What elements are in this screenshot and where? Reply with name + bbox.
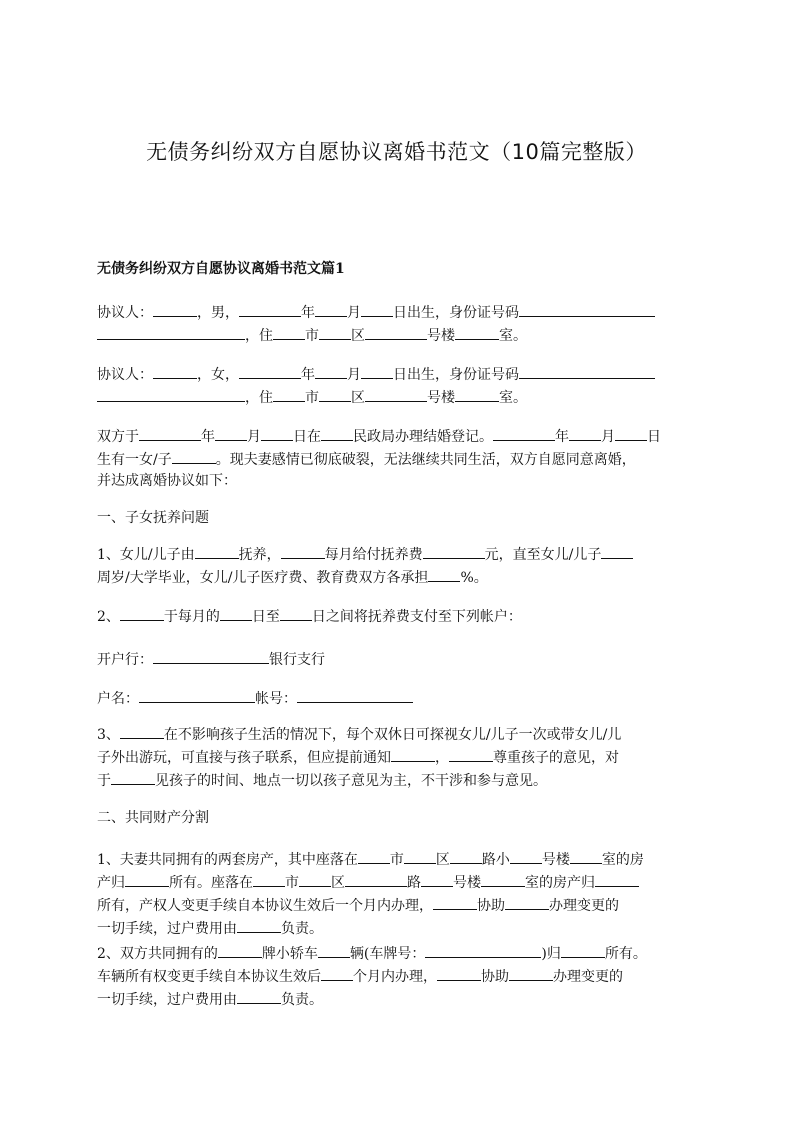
blank-field	[139, 425, 201, 441]
blank-field	[493, 425, 555, 441]
blank-field	[172, 448, 216, 464]
blank-field	[280, 605, 312, 621]
blank-field	[153, 648, 269, 664]
party-1-paragraph: 协议人： ，男， 年 月 日出生，身份证号码 ，住 市 区 号楼 室。	[97, 301, 707, 347]
blank-field	[261, 425, 293, 441]
blank-field	[404, 848, 436, 864]
blank-field	[239, 301, 301, 317]
blank-field	[510, 848, 542, 864]
blank-field	[455, 386, 499, 402]
blank-field	[569, 425, 601, 441]
blank-field	[220, 605, 252, 621]
blank-field	[455, 324, 499, 340]
blank-field	[299, 871, 331, 887]
blank-field	[297, 687, 413, 703]
blank-field	[319, 386, 351, 402]
visitation-paragraph: 3、 在不影响孩子生活的情况下，每个双休日可探视女儿/儿子一次或带女儿/儿 子外出游玩，可直接与孩子联系，但应提前通知 ， 尊重孩子的意见，对 于 见孩子的时间、地点一切以孩子意见为主，不干涉和参与意见。	[97, 723, 707, 792]
blank-field	[519, 301, 655, 317]
blank-field	[570, 848, 602, 864]
blank-field	[215, 425, 247, 441]
section-heading: 无债务纠纷双方自愿协议离婚书范文篇1	[97, 261, 345, 277]
blank-field	[315, 301, 347, 317]
section-1-heading: 一、子女抚养问题	[97, 510, 209, 526]
blank-field	[120, 605, 164, 621]
blank-field	[505, 894, 549, 910]
bank-paragraph: 开户行： 银行支行	[97, 648, 707, 671]
blank-field	[321, 425, 353, 441]
account-paragraph: 户名： 帐号：	[97, 687, 707, 710]
blank-field	[425, 942, 541, 958]
blank-field	[481, 871, 525, 887]
blank-field	[315, 363, 347, 379]
payment-paragraph: 2、 于每月的 日至 日之间将抚养费支付至下列帐户：	[97, 605, 707, 628]
blank-field	[321, 965, 353, 981]
blank-field	[345, 871, 407, 887]
blank-field	[601, 543, 633, 559]
blank-field	[120, 723, 164, 739]
blank-field	[153, 363, 197, 379]
blank-field	[97, 386, 245, 402]
blank-field	[125, 871, 169, 887]
blank-field	[361, 363, 393, 379]
blank-field	[195, 543, 239, 559]
blank-field	[450, 848, 482, 864]
blank-field	[365, 386, 427, 402]
blank-field	[218, 942, 262, 958]
blank-field	[318, 942, 350, 958]
blank-field	[615, 425, 647, 441]
blank-field	[273, 324, 305, 340]
document-title: 无债务纠纷双方自愿协议离婚书范文（10篇完整版）	[146, 140, 647, 164]
blank-field	[449, 746, 493, 762]
blank-field	[97, 324, 245, 340]
blank-field	[358, 848, 390, 864]
blank-field	[253, 871, 285, 887]
section-2-heading: 二、共同财产分割	[97, 810, 209, 826]
blank-field	[595, 871, 639, 887]
blank-field	[273, 386, 305, 402]
blank-field	[319, 324, 351, 340]
blank-field	[239, 363, 301, 379]
marriage-paragraph: 双方于 年 月 日在 民政局办理结婚登记。 年 月 日 生有一女/子 。现夫妻感情已彻底破裂，无法继续共同生活，双方自愿同意离婚， 并达成离婚协议如下：	[97, 425, 707, 492]
blank-field	[237, 917, 281, 933]
vehicle-paragraph: 2、双方共同拥有的 牌小轿车 辆(车牌号： )归 所有。 车辆所有权变更手续自本协议生效后 个月内办理， 协助 办理变更的 一切手续，过户费用由 负责。	[97, 942, 707, 1011]
blank-field	[509, 965, 553, 981]
blank-field	[139, 687, 255, 703]
property-paragraph: 1、夫妻共同拥有的两套房产，其中座落在 市 区 路小 号楼 室的房 产归 所有。座落在 市 区 路 号楼 室的房产归 所有，产权人变更手续自本协议生效后一个月内办理， 协助 办理变更的 一切手续，过户费用由 负责。	[97, 848, 707, 940]
custody-paragraph: 1、女儿/儿子由 抚养， 每月给付抚养费 元，直至女儿/儿子 周岁/大学毕业，女儿/儿子医疗费、教育费双方各承担 %。	[97, 543, 707, 589]
blank-field	[428, 566, 460, 582]
blank-field	[237, 988, 281, 1004]
blank-field	[153, 301, 197, 317]
blank-field	[423, 543, 485, 559]
blank-field	[421, 871, 453, 887]
party-2-paragraph: 协议人： ，女， 年 月 日出生，身份证号码 ，住 市 区 号楼 室。	[97, 363, 707, 409]
blank-field	[433, 894, 477, 910]
blank-field	[437, 965, 481, 981]
blank-field	[111, 769, 155, 785]
blank-field	[281, 543, 325, 559]
blank-field	[365, 324, 427, 340]
blank-field	[561, 942, 605, 958]
blank-field	[519, 363, 655, 379]
blank-field	[391, 746, 435, 762]
blank-field	[361, 301, 393, 317]
